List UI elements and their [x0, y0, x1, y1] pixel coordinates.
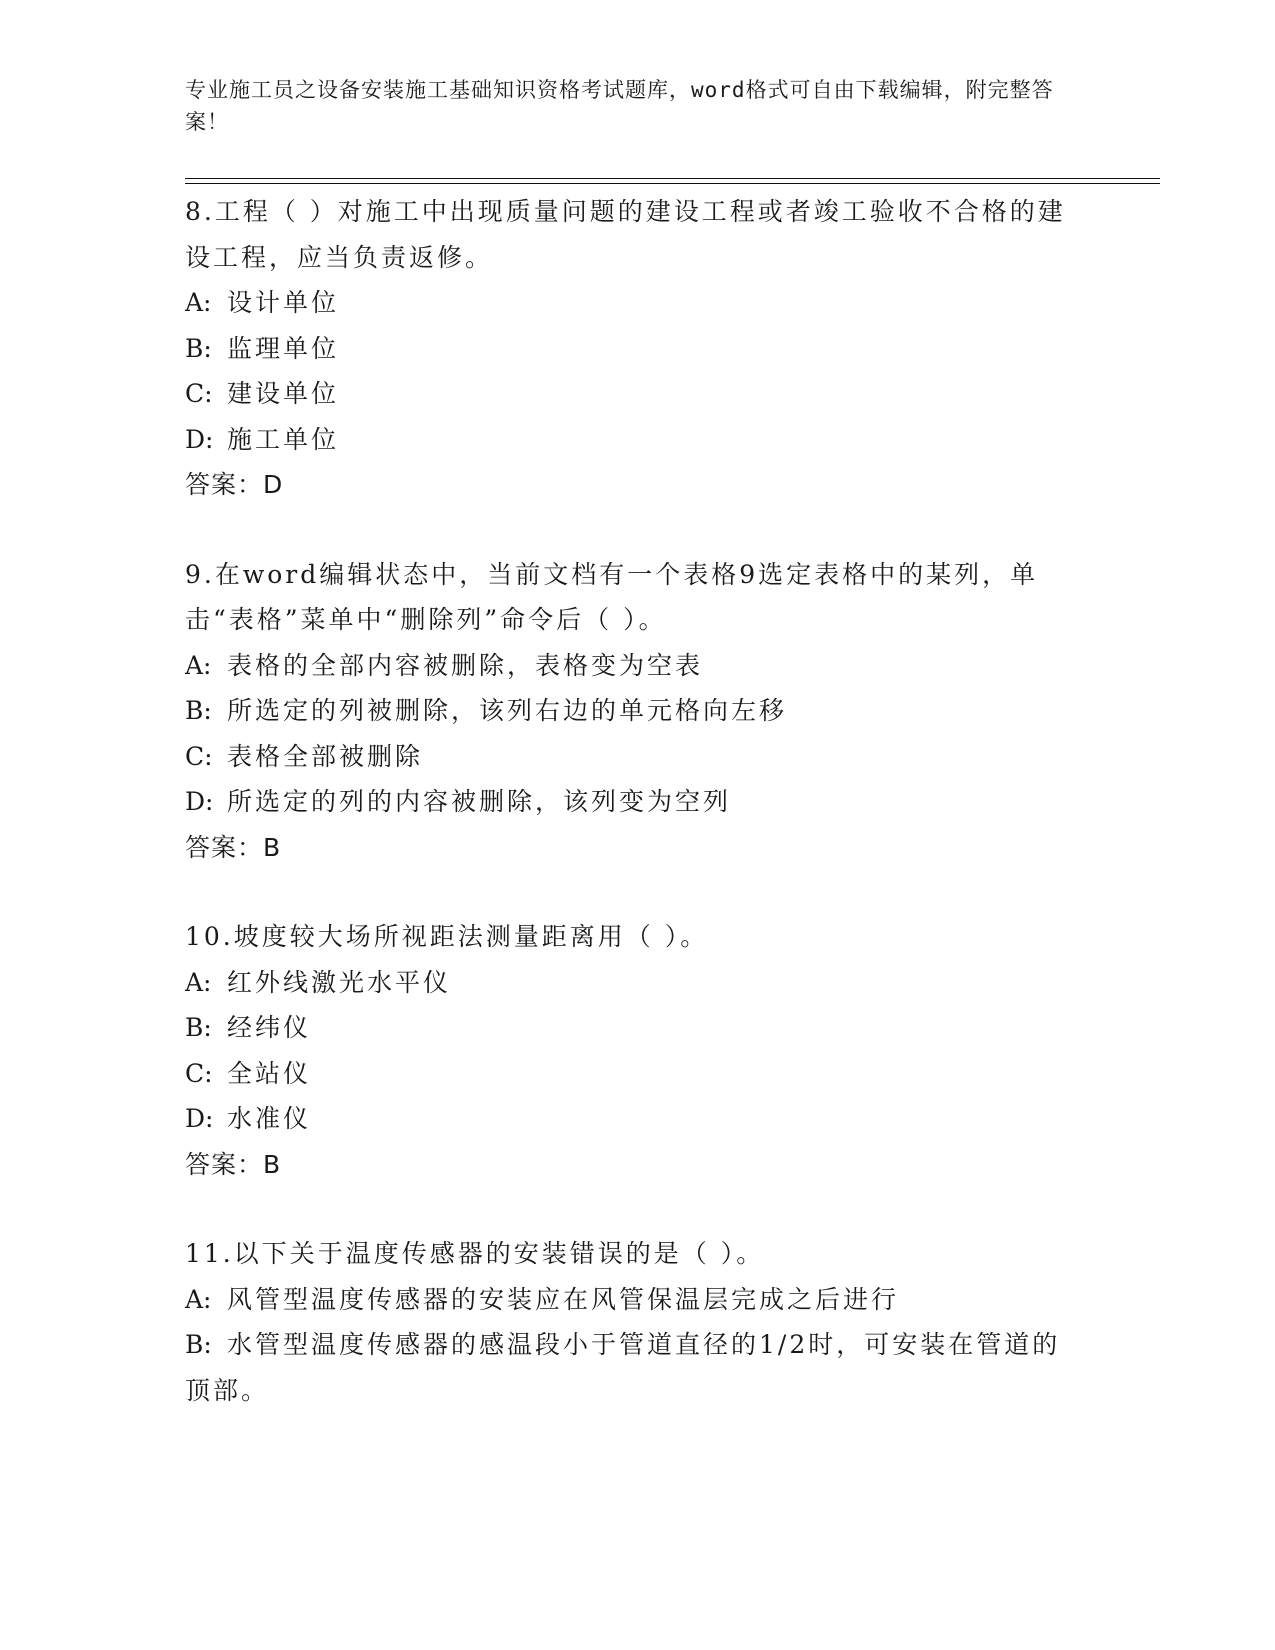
option-key: A: — [185, 967, 212, 997]
question-stem: 9.在word编辑状态中，当前文档有一个表格9选定表格中的某列，单击“表格”菜单中“删除列”命令后（ ）。 — [185, 559, 1039, 634]
option-key: B: — [185, 696, 212, 725]
option-text: 监理单位 — [227, 333, 340, 363]
option-key: C: — [185, 379, 213, 408]
option-text: 经纬仪 — [227, 1013, 312, 1042]
answer: 答案：D — [185, 470, 284, 499]
option-text: 设计单位 — [227, 288, 340, 317]
option-a — [185, 643, 1085, 689]
option-text: 风管型温度传感器的安装应在风管保温层完成之后进行 — [227, 1284, 900, 1314]
option-key: A: — [185, 288, 212, 317]
option-text: 施工单位 — [227, 424, 340, 454]
option-key: B: — [185, 333, 212, 363]
option-key: C: — [185, 741, 213, 771]
option-text: 水准仪 — [227, 1104, 312, 1133]
option-key: D: — [185, 424, 214, 454]
question-9 — [185, 552, 1085, 871]
document-header: 专业施工员之设备安装施工基础知识资格考试题库，word格式可自由下载编辑，附完整答案！ — [185, 78, 1054, 134]
option-text: 表格的全部内容被删除，表格变为空表 — [227, 650, 704, 680]
option-key: D: — [185, 1104, 214, 1133]
option-text: 水管型温度传感器的感温段小于管道直径的1/2时，可安装在管道的顶部。 — [185, 1330, 1061, 1405]
option-d — [185, 417, 1085, 463]
question-stem: 8.工程（ ）对施工中出现质量问题的建设工程或者竣工验收不合格的建设工程，应当负责返修。 — [185, 197, 1066, 272]
question-list — [185, 189, 1085, 1457]
answer: 答案：B — [185, 832, 282, 862]
option-key: A: — [185, 650, 212, 680]
option-c — [185, 1051, 1085, 1097]
question-stem: 10.坡度较大场所视距法测量距离用（ ）。 — [185, 922, 709, 951]
option-text: 全站仪 — [227, 1058, 312, 1088]
option-key: A: — [185, 1284, 212, 1314]
option-d — [185, 1096, 1085, 1142]
option-a — [185, 960, 1085, 1006]
option-key: C: — [185, 1058, 213, 1088]
option-key: B: — [185, 1013, 212, 1042]
option-key: D: — [185, 787, 214, 816]
option-b — [185, 1322, 1085, 1413]
option-d — [185, 779, 1085, 825]
option-key: B: — [185, 1330, 212, 1359]
option-text: 表格全部被删除 — [227, 741, 424, 771]
question-10 — [185, 914, 1085, 1187]
option-text: 红外线激光水平仪 — [227, 967, 452, 997]
option-a — [185, 1277, 1085, 1323]
question-11 — [185, 1231, 1085, 1413]
question-stem: 11.以下关于温度传感器的安装错误的是（ ）。 — [185, 1239, 765, 1268]
question-8 — [185, 189, 1085, 508]
option-a — [185, 280, 1085, 326]
header-rule-bottom — [185, 183, 1160, 184]
option-text: 建设单位 — [227, 379, 340, 408]
header-rule-top — [185, 178, 1160, 179]
option-b — [185, 326, 1085, 372]
option-text: 所选定的列的内容被删除，该列变为空列 — [227, 787, 732, 816]
option-c — [185, 371, 1085, 417]
option-text: 所选定的列被删除，该列右边的单元格向左移 — [227, 696, 788, 725]
option-c — [185, 734, 1085, 780]
option-b — [185, 1005, 1085, 1051]
answer: 答案：B — [185, 1149, 282, 1179]
option-b — [185, 688, 1085, 734]
